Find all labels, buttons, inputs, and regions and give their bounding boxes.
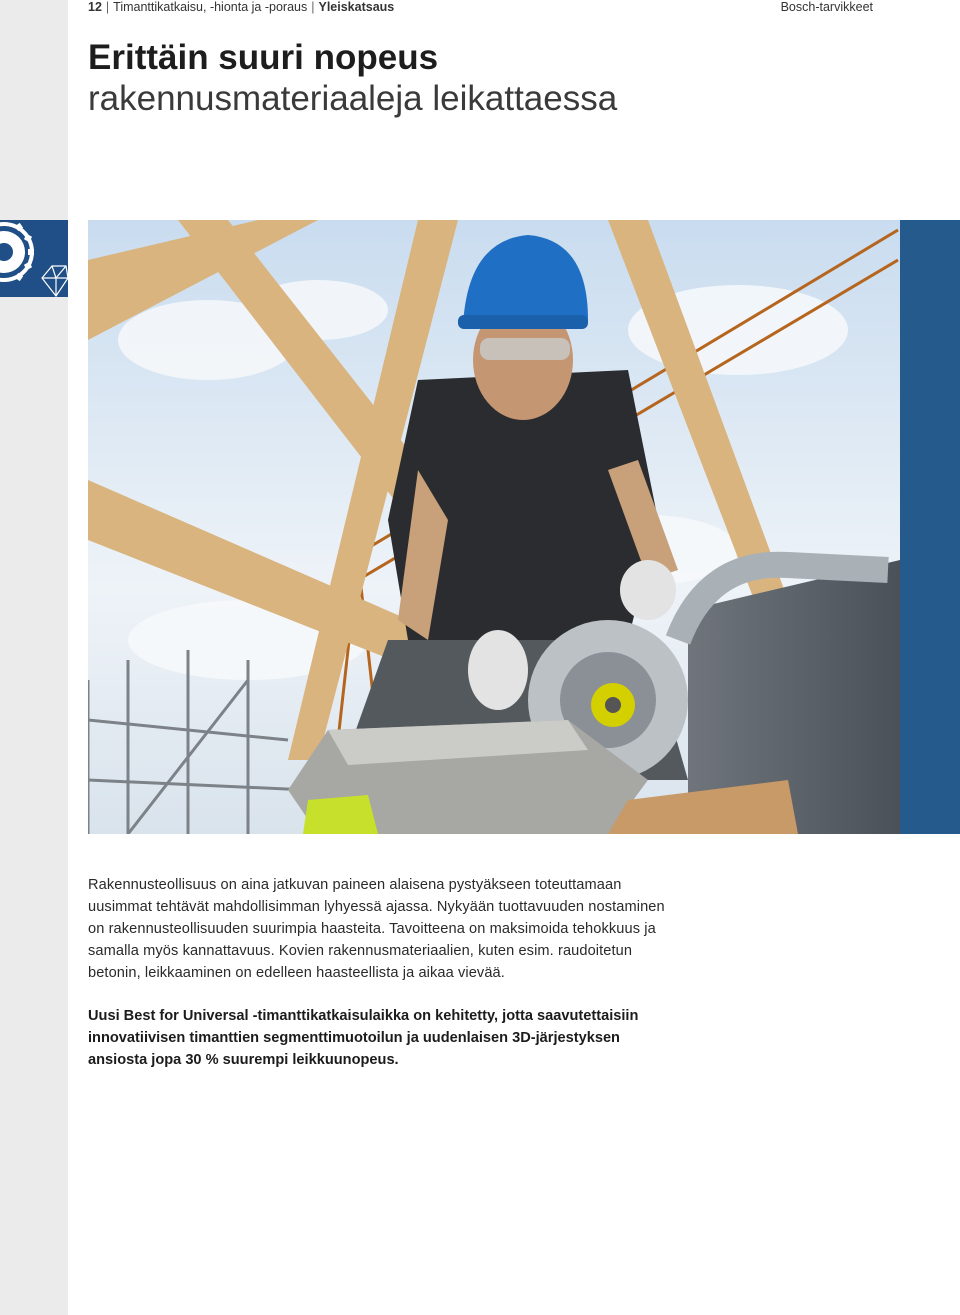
lead-paragraph: Uusi Best for Universal -timanttikatkaisulaikka on kehitetty, jotta saavutettaisiin innovatiivisen timanttien segmenttimuotoilun ja uudenlaisen 3D-järjestyksen ansiosta jopa 30 % suurempi leikkuunopeus. — [88, 1008, 639, 1068]
body-paragraph: Rakennusteollisuus on aina jatkuvan paineen alaisena pystyäkseen toteuttamaan uusimmat tehtävät mahdollisimman lyhyessä ajassa. Nykyään tuottavuuden nostaminen on rakennusteollisuuden suurimpia haasteita. Tavoitteena on maksimoida tehokkuus ja samalla myös kannattavuus. Kovien rakennusmateriaalien, kuten esim. raudoitetun betonin, leikkaaminen on edelleen haasteellista ja aikaa vievää. — [88, 877, 665, 981]
header-separator: | — [105, 0, 110, 14]
header-brand: Bosch-tarvikkeet — [780, 0, 873, 14]
photo-accent-strip — [900, 220, 960, 834]
page-title — [88, 38, 888, 120]
title-line-2: rakennusmateriaaleja leikattaessa — [88, 79, 618, 118]
header-section: Yleiskatsaus — [318, 0, 395, 14]
page-header — [88, 0, 873, 14]
page-number: 12 — [88, 0, 102, 14]
header-category: Timanttikatkaisu, -hionta ja -poraus — [113, 0, 308, 14]
title-line-1: Erittäin suuri nopeus — [88, 38, 439, 77]
construction-worker-cutting-concrete-photo — [88, 220, 900, 834]
sidebar — [0, 0, 68, 1315]
header-separator: | — [311, 0, 315, 14]
diamond-blade-icon — [0, 220, 68, 297]
